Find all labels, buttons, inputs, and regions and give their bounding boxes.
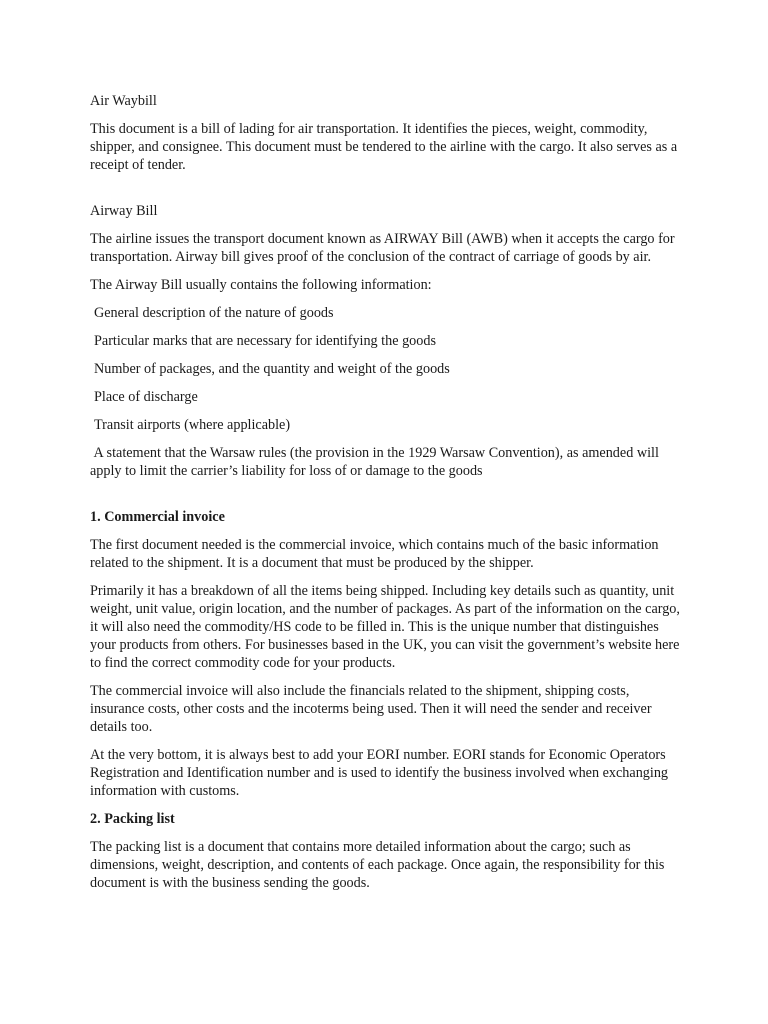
airway-bill-list-item: Number of packages, and the quantity and weight of the goods [94,361,450,377]
section-title-packing-list: 2. Packing list [90,811,175,827]
airway-bill-list-item: Place of discharge [94,389,198,405]
section-title-airway-bill: Airway Bill [90,203,158,219]
section-title-commercial-invoice: 1. Commercial invoice [90,509,225,525]
commercial-invoice-paragraph: At the very bottom, it is always best to add your EORI number. EORI stands for Economic Operators Registration and Identification number and is used to identify the business involved when exchanging information with customs. [90,747,669,799]
airway-bill-list-item [90,444,682,480]
commercial-invoice-paragraph: Primarily it has a breakdown of all the items being shipped. Including key details such as quantity, unit weight, unit value, origin location, and the number of packages. As part of the information on the cargo, it will also need the commodity/HS code to be filled in. This is the unique number that distinguishes your products from others. For businesses based in the UK, you can visit the government’s website here to find the correct commodity code for your products. [90,583,680,671]
document-page [90,92,682,902]
airway-bill-list-item-text: A statement that the Warsaw rules (the provision in the 1929 Warsaw Convention), as amended will apply to limit the carrier’s liability for loss of or damage to the goods [90,445,659,479]
airway-bill-list-item: Particular marks that are necessary for identifying the goods [94,333,436,349]
air-waybill-paragraph: This document is a bill of lading for air transportation. It identifies the pieces, weight, commodity, shipper, and consignee. This document must be tendered to the airline with the cargo. It also serves as a receipt of tender. [90,121,678,173]
airway-bill-paragraph: The airline issues the transport document known as AIRWAY Bill (AWB) when it accepts the cargo for transportation. Airway bill gives proof of the conclusion of the contract of carriage of goods by air. [90,231,675,265]
section-title-air-waybill: Air Waybill [90,93,157,109]
airway-bill-list-item: Transit airports (where applicable) [94,417,291,433]
packing-list-paragraph: The packing list is a document that contains more detailed information about the cargo; such as dimensions, weight, description, and contents of each package. Once again, the responsibility for this document is with the business sending the goods. [90,839,665,891]
airway-bill-intro: The Airway Bill usually contains the following information: [90,277,432,293]
commercial-invoice-paragraph: The commercial invoice will also include the financials related to the shipment, shipping costs, insurance costs, other costs and the incoterms being used. Then it will need the sender and receiver details too. [90,683,652,735]
section-spacer [90,184,682,202]
commercial-invoice-paragraph: The first document needed is the commercial invoice, which contains much of the basic information related to the shipment. It is a document that must be produced by the shipper. [90,537,659,571]
airway-bill-list-item: General description of the nature of goods [94,305,334,321]
section-spacer [90,490,682,508]
